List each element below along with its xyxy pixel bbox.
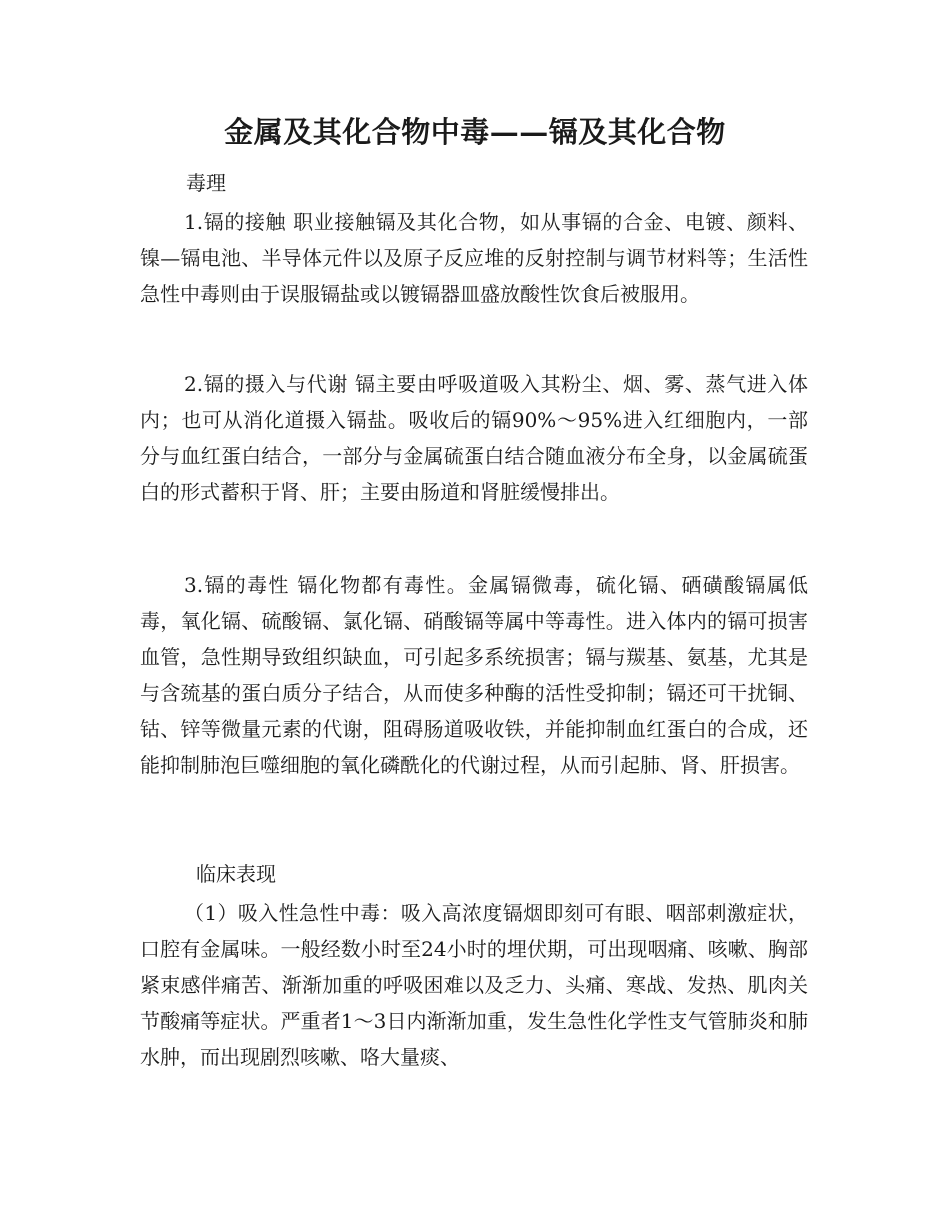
document-title: 金属及其化合物中毒——镉及其化合物 xyxy=(224,115,726,149)
paragraph-acute-inhalation: （1）吸入性急性中毒：吸入高浓度镉烟即刻可有眼、咽部刺激症状，口腔有金属味。一般经数小时至24小时的埋伏期，可出现咽痛、咳嗽、胸部紧束感伴痛苦、渐渐加重的呼吸困难以及乏力、头痛、寒战、发热、肌肉关节酸痛等症状。严重者1～3日内渐渐加重，发生急性化学性支气管肺炎和肺水肿，而出现剧烈咳嗽、咯大量痰、 xyxy=(140,901,808,1069)
paragraph-toxicity: 3.镉的毒性 镉化物都有毒性。金属镉微毒，硫化镉、硒磺酸镉属低毒，氧化镉、硫酸镉、氯化镉、硝酸镉等属中等毒性。进入体内的镉可损害血管，急性期导致组织缺血，可引起多系统损害；镉与羰基、氨基，尤其是与含巯基的蛋白质分子结合，从而使多种酶的活性受抑制；镉还可干扰铜、钴、锌等微量元素的代谢，阻碍肠道吸收铁，并能抑制血红蛋白的合成，还能抑制肺泡巨噬细胞的氧化磷酰化的代谢过程，从而引起肺、肾、肝损害。 xyxy=(140,573,808,777)
section-heading-clinical: 临床表现 xyxy=(196,862,276,886)
section-heading-toxicology: 毒理 xyxy=(186,171,226,195)
paragraph-exposure: 1.镉的接触 职业接触镉及其化合物，如从事镉的合金、电镀、颜料、镍—镉电池、半导体元件以及原子反应堆的反射控制与调节材料等；生活性急性中毒则由于误服镉盐或以镀镉器皿盛放酸性饮食后被服用。 xyxy=(140,210,808,306)
paragraph-metabolism: 2.镉的摄入与代谢 镉主要由呼吸道吸入其粉尘、烟、雾、蒸气进入体内；也可从消化道摄入镉盐。吸收后的镉90%～95%进入红细胞内，一部分与血红蛋白结合，一部分与金属硫蛋白结合随血液分布全身，以金属硫蛋白的形式蓄积于肾、肝；主要由肠道和肾脏缓慢排出。 xyxy=(140,372,808,504)
